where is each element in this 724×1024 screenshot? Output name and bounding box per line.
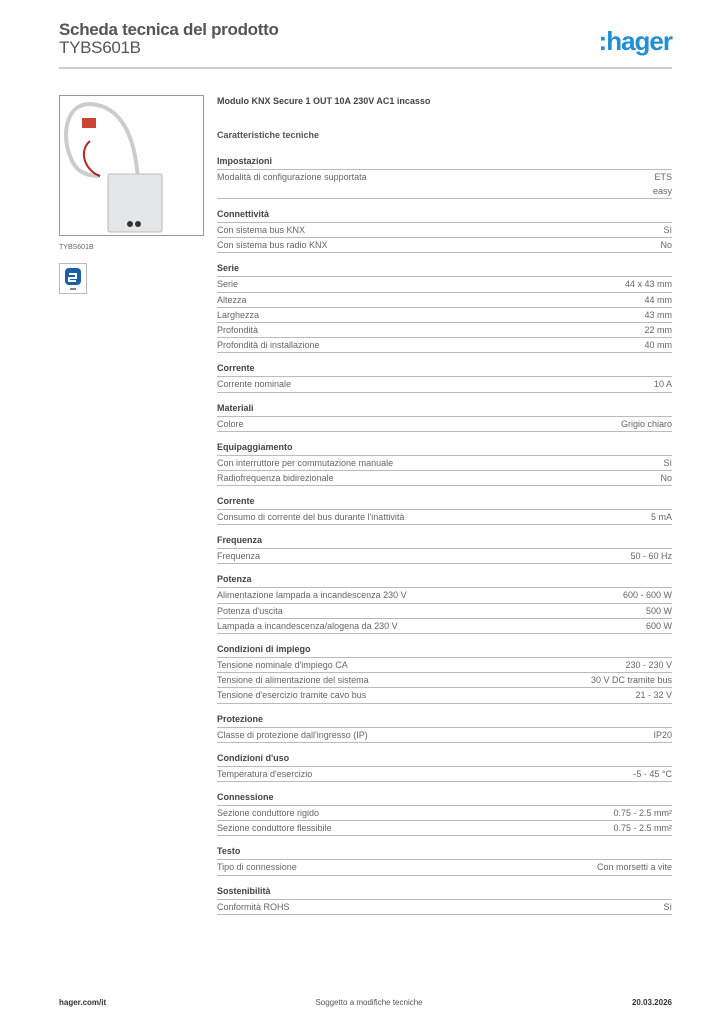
section-heading: Condizioni d'uso [217,751,672,767]
spec-value: -5 - 45 °C [633,768,672,779]
spec-value: 0.75 - 2.5 mm² [613,807,672,818]
spec-label: Altezza [217,294,247,305]
spec-row [217,658,672,673]
spec-section [217,533,672,564]
section-heading: Condizioni di impiego [217,642,672,658]
spec-label: Consumo di corrente del bus durante l'inattività [217,512,405,523]
spec-value: ETS easy [652,172,672,196]
spec-row [217,293,672,308]
spec-section [217,401,672,432]
spec-value: Sì [663,225,672,235]
spec-label: Frequenza [217,551,261,562]
spec-label: Sezione conduttore flessibile [217,823,332,834]
spec-label: Colore [217,418,244,429]
spec-row [217,821,672,836]
footer-date: 20.03.2026 [631,998,672,1007]
spec-row [217,510,672,525]
product-image [59,95,204,236]
spec-section [217,642,672,704]
ets-app-icon [59,263,87,294]
spec-label: Conformità ROHS [217,901,290,912]
spec-value: IP20 [653,729,672,740]
spec-row [217,471,672,486]
spec-label: Potenza d'uscita [217,605,283,616]
spec-label: Temperatura d'esercizio [217,768,313,779]
image-caption: TYBS601B [59,244,94,251]
spec-row [217,688,672,703]
spec-value: 40 mm [644,340,672,351]
spec-row [217,767,672,782]
spec-value: 44 x 43 mm [624,279,672,290]
spec-value: 5 mA [650,512,672,523]
spec-row [217,456,672,471]
spec-section [217,261,672,353]
footer-website-link[interactable]: hager.com/it [59,998,107,1007]
spec-value: 10 A [653,379,672,390]
spec-label: Profondità [217,324,259,335]
spec-value: 0.75 - 2.5 mm² [613,823,672,834]
spec-value: 30 V DC tramite bus [590,675,672,686]
section-heading: Frequenza [217,533,672,549]
spec-section [217,844,672,875]
spec-value: No [660,472,672,483]
section-heading: Connessione [217,790,672,806]
spec-row [217,323,672,338]
spec-value: Con morsetti a vite [596,862,672,873]
spec-row [217,238,672,253]
spec-row [217,588,672,603]
spec-label: Profondità di installazione [217,340,320,351]
spec-value: 43 mm [644,309,672,320]
spec-section [217,154,672,199]
spec-value: 44 mm [644,294,672,305]
spec-label: Radiofrequenza bidirezionale [217,472,334,483]
spec-section [217,361,672,392]
section-heading: Corrente [217,494,672,510]
spec-section [217,572,672,634]
spec-label: Sezione conduttore rigido [217,807,320,818]
section-heading: Serie [217,261,672,277]
spec-section [217,790,672,836]
spec-row [217,223,672,238]
spec-value: 22 mm [644,324,672,335]
spec-value: 21 - 32 V [635,690,672,701]
spec-row [217,417,672,432]
spec-label: Modalità di configurazione supportata [217,172,367,182]
spec-label: Larghezza [217,309,260,320]
spec-label: Con sistema bus KNX [217,225,306,235]
header-divider [59,67,672,69]
section-heading: Materiali [217,401,672,417]
spec-row [217,170,672,199]
spec-value: 600 - 600 W [622,590,672,601]
spec-value: 500 W [645,605,672,616]
spec-value: 230 - 230 V [625,660,672,670]
section-heading: Impostazioni [217,154,672,170]
footer [59,998,672,1007]
product-name: Modulo KNX Secure 1 OUT 10A 230V AC1 incasso [217,96,431,106]
spec-label: Con sistema bus radio KNX [217,240,328,251]
footer-note: Soggetto a modifiche tecniche [315,998,423,1007]
section-heading: Testo [217,844,672,860]
spec-row [217,277,672,292]
spec-section [217,884,672,915]
section-heading: Equipaggiamento [217,440,672,456]
spec-value: No [660,240,672,251]
spec-value: Grigio chiaro [620,418,672,429]
spec-value: 50 - 60 Hz [630,551,672,562]
spec-label: Tensione d'esercizio tramite cavo bus [217,690,367,701]
spec-label: Serie [217,279,239,290]
spec-value: Sì [663,901,672,912]
spec-row [217,860,672,875]
spec-row [217,806,672,821]
section-heading: Corrente [217,361,672,377]
spec-label: Tipo di connessione [217,862,297,873]
characteristics-title: Caratteristiche tecniche [217,130,320,140]
spec-row [217,377,672,392]
section-heading: Connettività [217,207,672,223]
spec-row [217,308,672,323]
spec-row [217,900,672,915]
spec-value: 600 W [645,620,672,631]
spec-value: Sì [663,457,672,468]
spec-sections [217,154,672,915]
spec-section [217,440,672,486]
spec-label: Alimentazione lampada a incandescenza 230 V [217,590,407,601]
spec-row [217,549,672,564]
spec-label: Con interruttore per commutazione manuale [217,457,394,468]
spec-section [217,207,672,253]
spec-row [217,619,672,634]
product-code: TYBS601B [59,38,141,57]
spec-label: Tensione nominale d'impiego CA [217,660,348,670]
section-heading: Protezione [217,712,672,728]
spec-section [217,751,672,782]
page-title: Scheda tecnica del prodotto [59,20,279,39]
section-heading: Potenza [217,572,672,588]
spec-label: Corrente nominale [217,379,292,390]
specs-column [217,96,672,915]
spec-section [217,494,672,525]
hager-logo: :hager [598,26,672,56]
spec-section [217,712,672,743]
spec-row [217,338,672,353]
spec-label: Classe di protezione dall'ingresso (IP) [217,729,368,740]
section-heading: Sostenibilità [217,884,672,900]
spec-label: Tensione di alimentazione del sistema [217,675,369,686]
spec-row [217,604,672,619]
spec-label: Lampada a incandescenza/alogena da 230 V [217,620,398,631]
spec-row [217,673,672,688]
spec-row [217,728,672,743]
